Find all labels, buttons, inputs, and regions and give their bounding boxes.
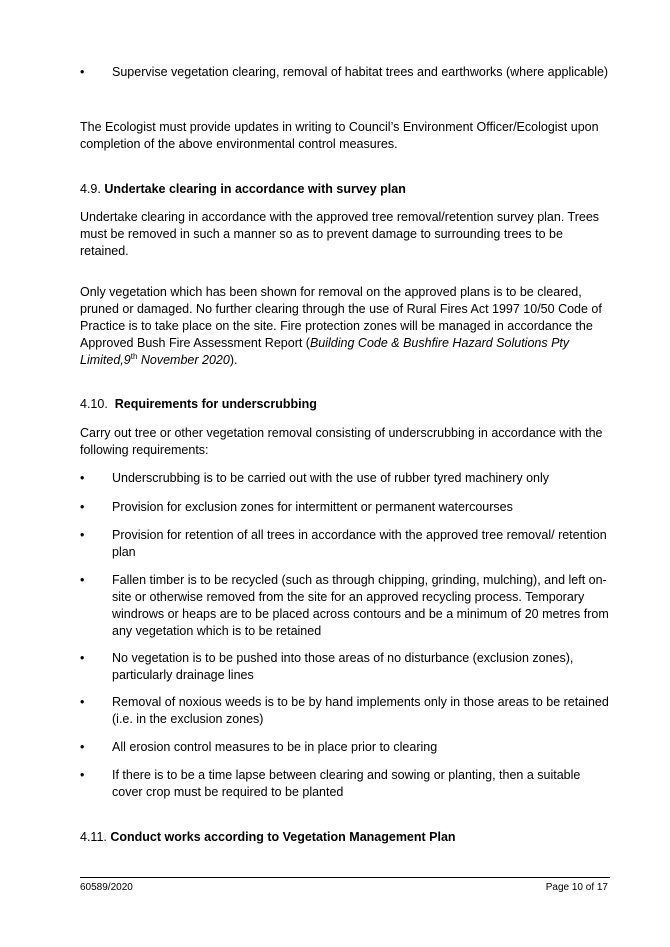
section-number: 4.10.: [80, 397, 108, 411]
paragraph-underscrubbing-intro: Carry out tree or other vegetation removal consisting of underscrubbing in accordance with the following requirements:: [80, 426, 603, 457]
paragraph-clearing: Undertake clearing in accordance with the approved tree removal/retention survey plan. Trees must be removed in such a manner so as to prevent damage to surrounding trees to be retained.: [80, 210, 600, 258]
section-number: 4.9.: [80, 182, 101, 196]
section-heading-4-11: [80, 829, 610, 846]
section-title: Undertake clearing in accordance with survey plan: [104, 182, 406, 196]
bullet-glyph: •: [80, 651, 85, 665]
bullet-glyph: •: [80, 471, 85, 485]
paragraph-vegetation: [80, 284, 610, 369]
bullet-text: Fallen timber is to be recycled (such as through chipping, grinding, mulching), and left on-site or otherwise removed from the site for an approved recycling process. Temporary windrows or heaps are to be placed across contours and be a minimum of 20 metres from any vegetation which is to be retained: [112, 573, 609, 638]
bullet-text: Supervise vegetation clearing, removal of habitat trees and earthworks (where applicable): [112, 65, 609, 79]
bullet-glyph: •: [80, 65, 85, 79]
footer-page-number: Page 10 of 17: [545, 882, 608, 893]
footer-divider: [80, 877, 610, 878]
section-heading-4-10: [80, 396, 610, 413]
report-citation: Building Code & Bushfire Hazard Solutions Pty Limited,9: [80, 336, 570, 367]
bullet-text: If there is to be a time lapse between clearing and sowing or planting, then a suitable cover crop must be required to be planted: [112, 768, 581, 799]
footer-reference: 60589/2020: [80, 882, 133, 893]
paragraph-end: ).: [229, 353, 238, 367]
bullet-glyph: •: [80, 768, 85, 782]
bullet-glyph: •: [80, 573, 85, 587]
paragraph-text: Only vegetation which has been shown for removal on the approved plans is to be cleared, pruned or damaged. No further clearing through the use of Rural Fires Act 1997 10/50 Code of Practice is to take place on the site. Fire protection zones will be managed in accordance the Approved Bush Fire Assessment Report (: [80, 285, 602, 350]
bullet-text: Underscrubbing is to be carried out with the use of rubber tyred machinery only: [112, 471, 550, 485]
section-number: 4.11.: [80, 830, 107, 844]
paragraph-ecologist: The Ecologist must provide updates in writing to Council’s Environment Officer/Ecologist upon completion of the above environmental control measures.: [80, 120, 599, 151]
bullet-glyph: •: [80, 695, 85, 709]
report-date: November 2020: [137, 353, 230, 367]
section-heading-4-9: [80, 181, 610, 198]
ordinal-suffix: th: [130, 351, 138, 361]
bullet-text: Provision for retention of all trees in accordance with the approved tree removal/ retention plan: [112, 528, 607, 559]
section-title: Conduct works according to Vegetation Management Plan: [110, 830, 456, 844]
section-title: Requirements for underscrubbing: [114, 397, 317, 411]
bullet-text: No vegetation is to be pushed into those areas of no disturbance (exclusion zones), particularly drainage lines: [112, 651, 574, 682]
bullet-text: All erosion control measures to be in place prior to clearing: [112, 740, 438, 754]
bullet-text: Provision for exclusion zones for intermittent or permanent watercourses: [112, 500, 513, 514]
bullet-glyph: •: [80, 528, 85, 542]
bullet-glyph: •: [80, 500, 85, 514]
bullet-glyph: •: [80, 740, 85, 754]
bullet-text: Removal of noxious weeds is to be by hand implements only in those areas to be retained (i.e. in the exclusion zones): [112, 695, 609, 726]
